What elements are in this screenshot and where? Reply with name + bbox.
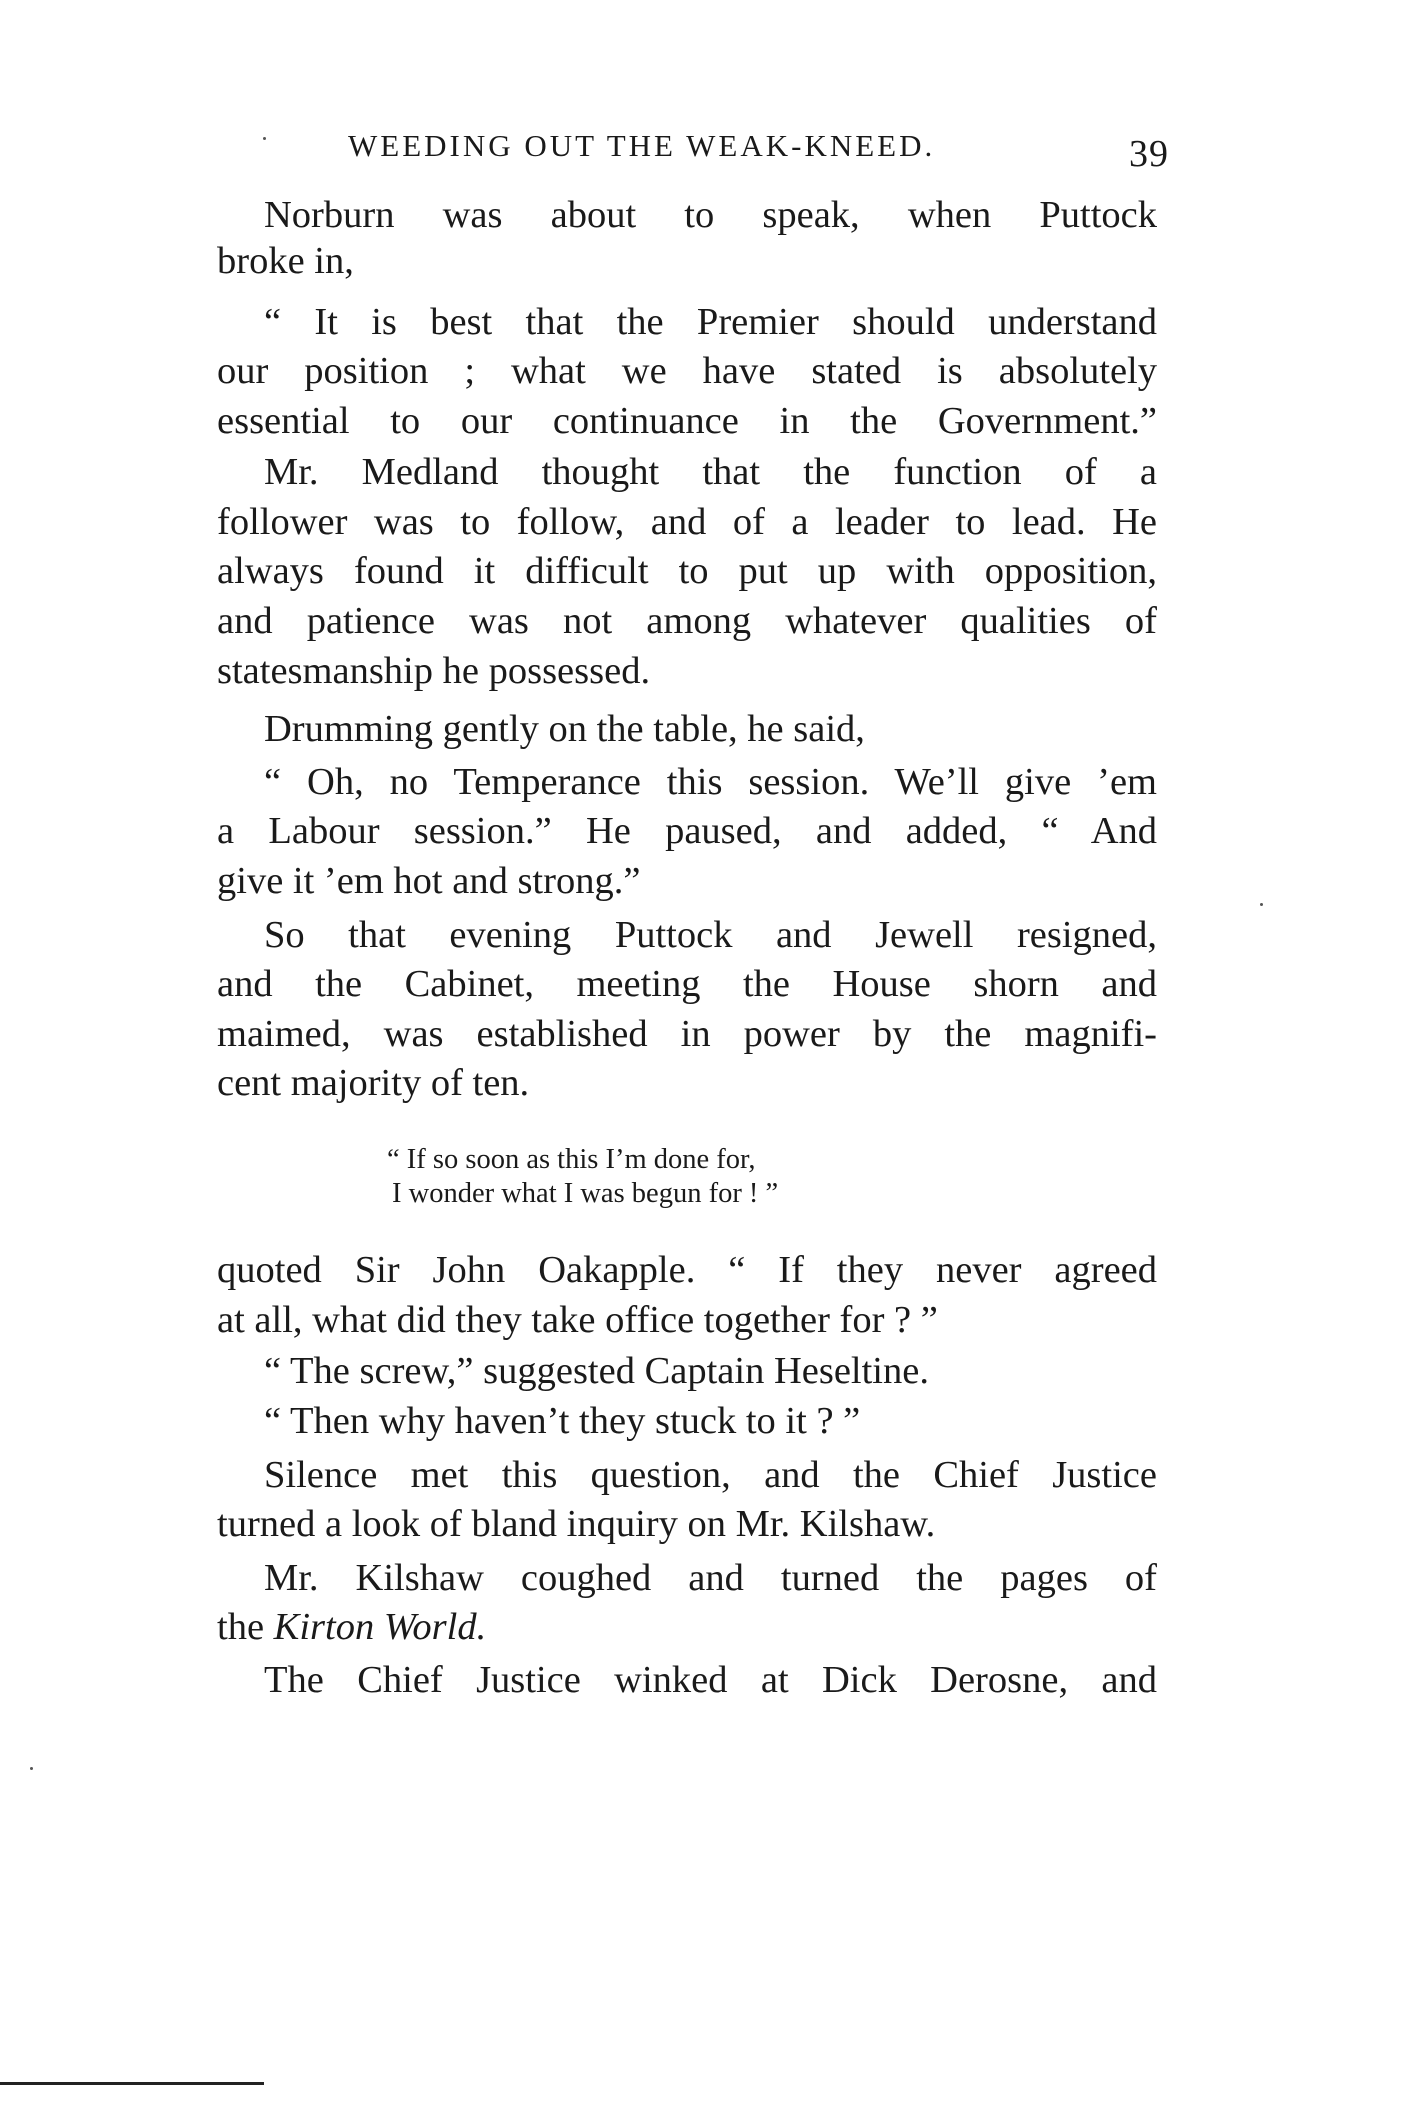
text-line: at all, what did they take office together for ? ”	[217, 1299, 938, 1341]
text-line: The Chief Justice winked at Dick Derosne, and	[264, 1659, 1157, 1701]
text-line: and the Cabinet, meeting the House shorn and	[217, 963, 1157, 1005]
text-line: Silence met this question, and the Chief Justice	[264, 1454, 1157, 1496]
text-line: our position ; what we have stated is absolutely	[217, 350, 1157, 392]
running-head-title: WEEDING OUT THE WEAK-KNEED.	[348, 128, 936, 163]
text-line: always found it difficult to put up with opposition,	[217, 550, 1157, 592]
text-line: a Labour session.” He paused, and added, “ And	[217, 810, 1157, 852]
running-head	[348, 128, 1169, 175]
text-line: follower was to follow, and of a leader to lead. He	[217, 501, 1157, 543]
text-line: essential to our continuance in the Government.”	[217, 400, 1157, 442]
text-line: “ Then why haven’t they stuck to it ? ”	[264, 1400, 861, 1442]
verse-line: I wonder what I was begun for ! ”	[392, 1178, 779, 1209]
scan-speck	[263, 137, 266, 140]
text-line: “ The screw,” suggested Captain Heseltine.	[264, 1350, 929, 1392]
text-line: give it ’em hot and strong.”	[217, 860, 641, 902]
text-line: Mr. Medland thought that the function of a	[264, 451, 1157, 493]
text-line: So that evening Puttock and Jewell resigned,	[264, 914, 1157, 956]
text-line: Drumming gently on the table, he said,	[264, 708, 865, 750]
verse-line: “ If so soon as this I’m done for,	[387, 1144, 756, 1175]
text-line: and patience was not among whatever qualities of	[217, 600, 1157, 642]
text-line: “ It is best that the Premier should understand	[264, 301, 1157, 343]
scan-speck	[1260, 903, 1263, 906]
text-line: turned a look of bland inquiry on Mr. Kilshaw.	[217, 1503, 936, 1545]
text-line: maimed, was established in power by the magnifi-	[217, 1013, 1157, 1055]
scan-speck	[30, 1767, 33, 1770]
text-line: broke in,	[217, 240, 354, 282]
text-line: quoted Sir John Oakapple. “ If they never agreed	[217, 1249, 1157, 1291]
text-run: the	[217, 1606, 265, 1648]
text-line: cent majority of ten.	[217, 1062, 530, 1104]
text-line: Norburn was about to speak, when Puttock	[264, 194, 1157, 236]
text-line	[217, 1602, 1157, 1652]
text-line: Mr. Kilshaw coughed and turned the pages of	[264, 1557, 1157, 1599]
scan-edge-rule	[0, 2082, 264, 2085]
text-line: statesmanship he possessed.	[217, 650, 651, 692]
page-number: 39	[1129, 133, 1169, 175]
text-line: “ Oh, no Temperance this session. We’ll give ’em	[264, 761, 1157, 803]
italic-title: Kirton World.	[273, 1606, 487, 1648]
